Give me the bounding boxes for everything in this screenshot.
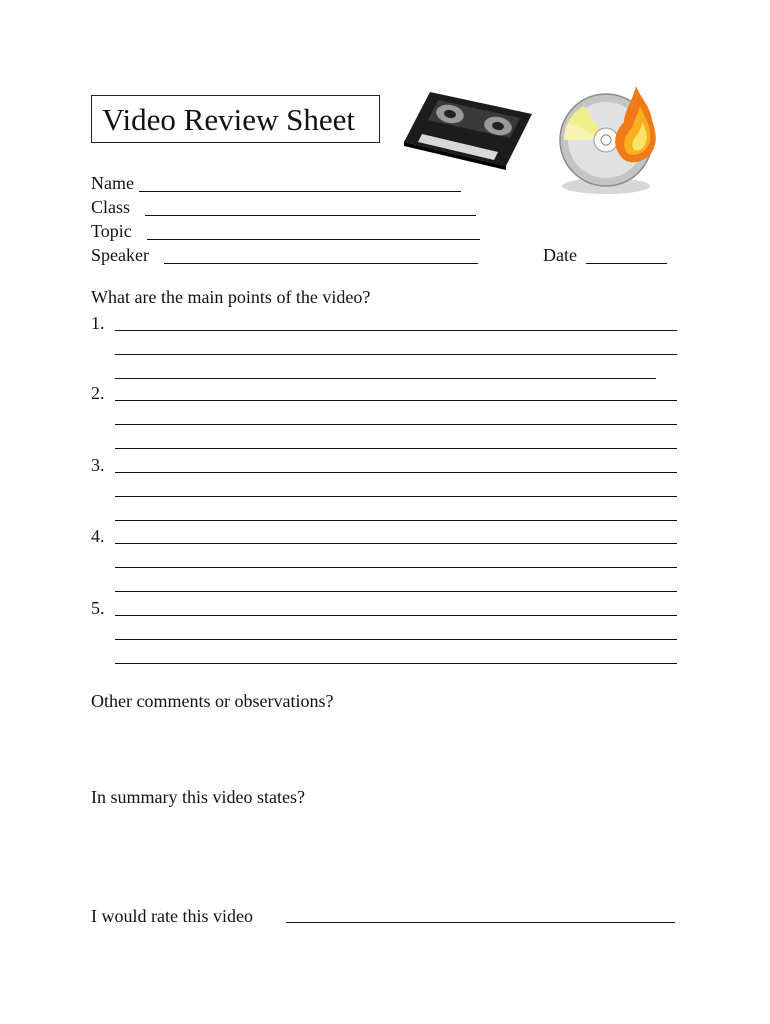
point-number: 3. bbox=[91, 455, 105, 475]
class-line[interactable] bbox=[145, 215, 476, 216]
burning-cd-icon bbox=[554, 82, 664, 202]
other-comments-label: Other comments or observations? bbox=[91, 691, 334, 711]
topic-line[interactable] bbox=[147, 239, 480, 240]
point-number: 5. bbox=[91, 598, 105, 618]
main-points-question: What are the main points of the video? bbox=[91, 287, 371, 307]
point-3-line[interactable] bbox=[115, 520, 677, 521]
summary-label: In summary this video states? bbox=[91, 787, 305, 807]
speaker-label: Speaker bbox=[91, 245, 149, 265]
title-box bbox=[91, 95, 380, 143]
point-2-line[interactable] bbox=[115, 400, 677, 401]
point-3-line[interactable] bbox=[115, 496, 677, 497]
date-field bbox=[543, 244, 577, 266]
point-4-line[interactable] bbox=[115, 543, 677, 544]
point-1-line[interactable] bbox=[115, 330, 677, 331]
speaker-field bbox=[91, 244, 149, 266]
point-5-line[interactable] bbox=[115, 639, 677, 640]
speaker-line[interactable] bbox=[164, 263, 478, 264]
point-2-line[interactable] bbox=[115, 448, 677, 449]
name-line[interactable] bbox=[139, 191, 461, 192]
point-number: 2. bbox=[91, 383, 105, 403]
topic-field bbox=[91, 220, 132, 242]
point-5-line[interactable] bbox=[115, 615, 677, 616]
rating-line[interactable] bbox=[286, 922, 675, 923]
class-label: Class bbox=[91, 197, 131, 217]
name-field bbox=[91, 172, 134, 194]
point-1-line[interactable] bbox=[115, 378, 656, 379]
date-label: Date bbox=[543, 245, 577, 265]
date-line[interactable] bbox=[586, 263, 667, 264]
point-number: 4. bbox=[91, 526, 105, 546]
rating-label: I would rate this video bbox=[91, 906, 253, 926]
point-1-line[interactable] bbox=[115, 354, 677, 355]
point-3-line[interactable] bbox=[115, 472, 677, 473]
videocassette-icon bbox=[402, 90, 536, 170]
point-number: 1. bbox=[91, 313, 105, 333]
point-4-line[interactable] bbox=[115, 567, 677, 568]
name-label: Name bbox=[91, 173, 134, 193]
topic-label: Topic bbox=[91, 221, 132, 241]
point-2-line[interactable] bbox=[115, 424, 677, 425]
point-5-line[interactable] bbox=[115, 663, 677, 664]
point-4-line[interactable] bbox=[115, 591, 677, 592]
class-field bbox=[91, 196, 130, 218]
page-title: Video Review Sheet bbox=[102, 102, 355, 137]
